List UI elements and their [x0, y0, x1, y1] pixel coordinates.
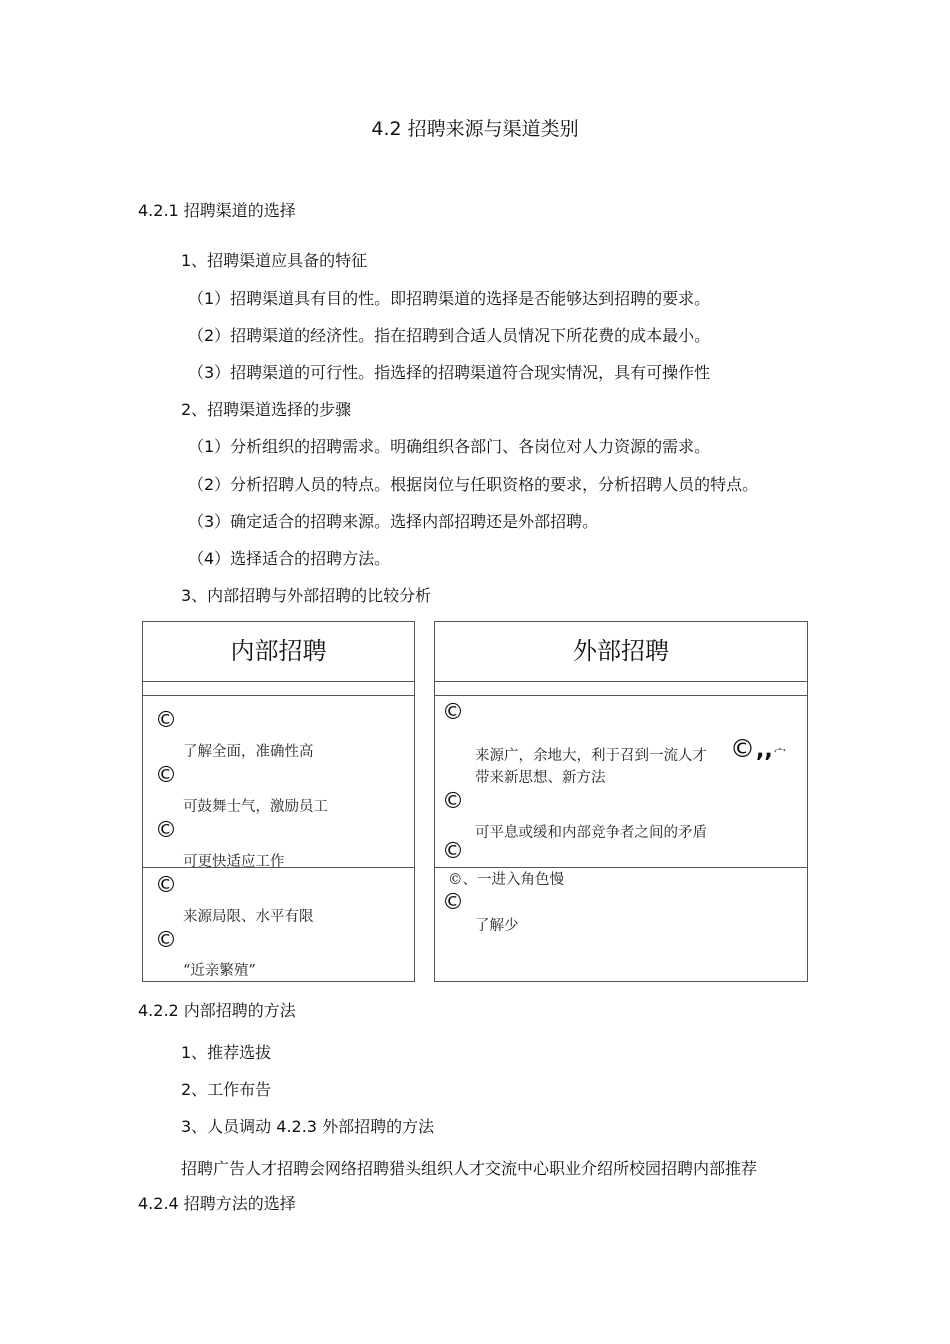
subsection-heading-features: 1、招聘渠道应具备的特征: [181, 251, 368, 270]
spacer-cell: [142, 682, 415, 696]
external-methods-line: 招聘广告人才招聘会网络招聘猎头组织人才交流中心职业介绍所校园招聘内部推荐: [181, 1159, 758, 1178]
external-pro-item: 带来新思想、新方法: [475, 770, 606, 786]
section-heading-4-2-4: 4.2.4 招聘方法的选择: [138, 1194, 296, 1213]
copyright-mark-icon: ©: [155, 708, 177, 733]
step-item: （3）确定适合的招聘来源。选择内部招聘还是外部招聘。: [188, 512, 599, 531]
external-con-item: ©、一进入角色慢: [448, 872, 564, 888]
section-heading-4-2-2: 4.2.2 内部招聘的方法: [138, 1001, 296, 1020]
method-item: 1、推荐选拔: [181, 1043, 272, 1062]
copyright-mark-icon: ©: [155, 818, 177, 843]
external-header-cell: [434, 621, 808, 682]
copyright-mark-icon: ©: [442, 890, 464, 915]
method-item: 3、人员调动 4.2.3 外部招聘的方法: [181, 1117, 435, 1136]
method-item: 2、工作布告: [181, 1080, 272, 1099]
copyright-mark-icon: ©: [442, 839, 464, 864]
internal-pros-cell: [142, 695, 415, 868]
copyright-mark-icon: ©: [442, 789, 464, 814]
internal-pro-item: 可鼓舞士气，激励员工: [183, 799, 328, 815]
page-title: 4.2 招聘来源与渠道类别: [371, 118, 579, 140]
external-con-item: 了解少: [475, 918, 519, 934]
subsection-heading-comparison: 3、内部招聘与外部招聘的比较分析: [181, 586, 432, 605]
copyright-mark-icon: ©: [442, 700, 464, 725]
external-header: 外部招聘: [573, 637, 669, 665]
feature-item: （1）招聘渠道具有目的性。即招聘渠道的选择是否能够达到招聘的要求。: [188, 289, 711, 308]
comma-marks: ,,: [756, 738, 773, 763]
internal-con-item: “近亲繁殖”: [183, 963, 256, 979]
internal-header-cell: [142, 621, 415, 682]
step-item: （1）分析组织的招聘需求。明确组织各部门、各岗位对人力资源的需求。: [188, 437, 711, 456]
section-heading-4-2-1: 4.2.1 招聘渠道的选择: [138, 201, 296, 220]
copyright-mark-icon: ©: [730, 734, 755, 763]
step-item: （2）分析招聘人员的特点。根据岗位与任职资格的要求，分析招聘人员的特点。: [188, 475, 759, 494]
step-item: （4）选择适合的招聘方法。: [188, 549, 391, 568]
internal-pro-item: 了解全面，准确性高: [183, 744, 314, 760]
copyright-mark-icon: ©: [155, 928, 177, 953]
feature-item: （2）招聘渠道的经济性。指在招聘到合适人员情况下所花费的成本最小。: [188, 326, 711, 345]
stray-glyph: 宀: [774, 746, 787, 760]
internal-header: 内部招聘: [230, 637, 327, 665]
external-pro-item: 可平息或缓和内部竞争者之间的矛盾: [475, 825, 707, 841]
internal-pro-item: 可更快适应工作: [183, 854, 285, 870]
copyright-mark-icon: ©: [155, 873, 177, 898]
copyright-mark-icon: ©: [155, 763, 177, 788]
internal-con-item: 来源局限、水平有限: [183, 909, 314, 925]
feature-item: （3）招聘渠道的可行性。指选择的招聘渠道符合现实情况，具有可操作性: [188, 363, 711, 382]
spacer-cell: [434, 682, 808, 696]
external-pro-item: 来源广，余地大，利于召到一流人才: [475, 748, 707, 764]
subsection-heading-steps: 2、招聘渠道选择的步骤: [181, 400, 352, 419]
